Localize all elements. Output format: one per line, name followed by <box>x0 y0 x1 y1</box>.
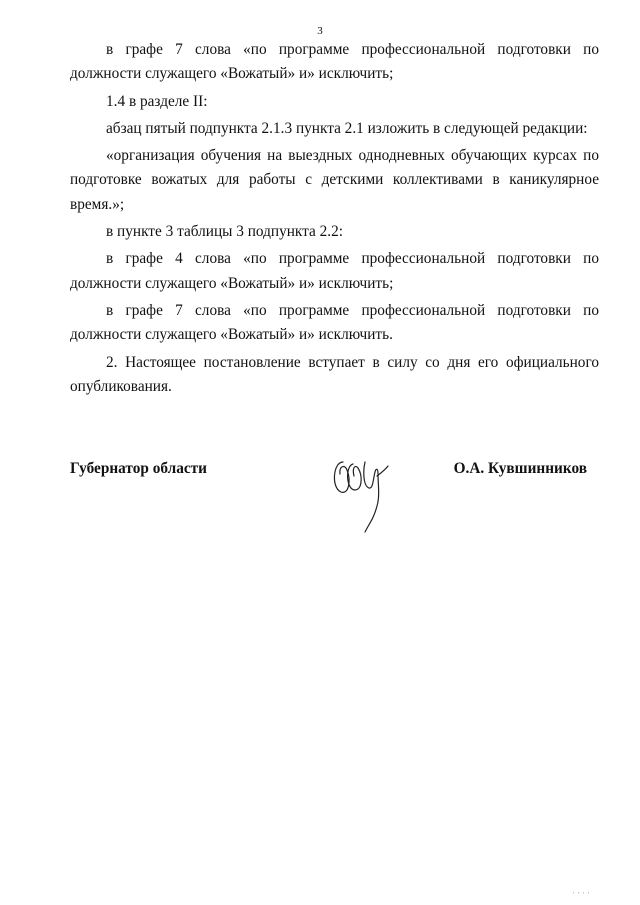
page-number: 3 <box>317 25 323 37</box>
signature-icon <box>325 440 395 540</box>
signer-title: Губернатор области <box>70 460 207 477</box>
paragraph-8: 2. Настоящее постановление вступает в силу со дня его официального опубликования. <box>70 353 599 395</box>
document-body <box>70 38 599 399</box>
signature-block <box>70 440 599 540</box>
paragraph-1: в графе 7 слова «по программе профессиональной подготовки по должности служащего «Вожатый» и» исключить; <box>70 41 599 83</box>
paragraph-2: 1.4 в разделе II: <box>106 92 208 110</box>
paragraph-7: в графе 7 слова «по программе профессиональной подготовки по должности служащего «Вожатый» и» исключить. <box>70 301 599 344</box>
paragraph-6: в графе 4 слова «по программе профессиональной подготовки по должности служащего «Вожатый» и» исключить; <box>70 250 599 292</box>
scan-mark: ' ' ' ' <box>572 891 590 899</box>
paragraph-3: абзац пятый подпункта 2.1.3 пункта 2.1 изложить в следующей редакции: <box>106 119 588 137</box>
paragraph-5: в пункте 3 таблицы 3 подпункта 2.2: <box>106 223 343 241</box>
signer-name: О.А. Кувшинников <box>453 460 587 477</box>
paragraph-4: «организация обучения на выездных однодневных обучающих курсах по подготовке вожатых для работы с детскими коллективами в каникулярное время.»; <box>70 147 599 213</box>
